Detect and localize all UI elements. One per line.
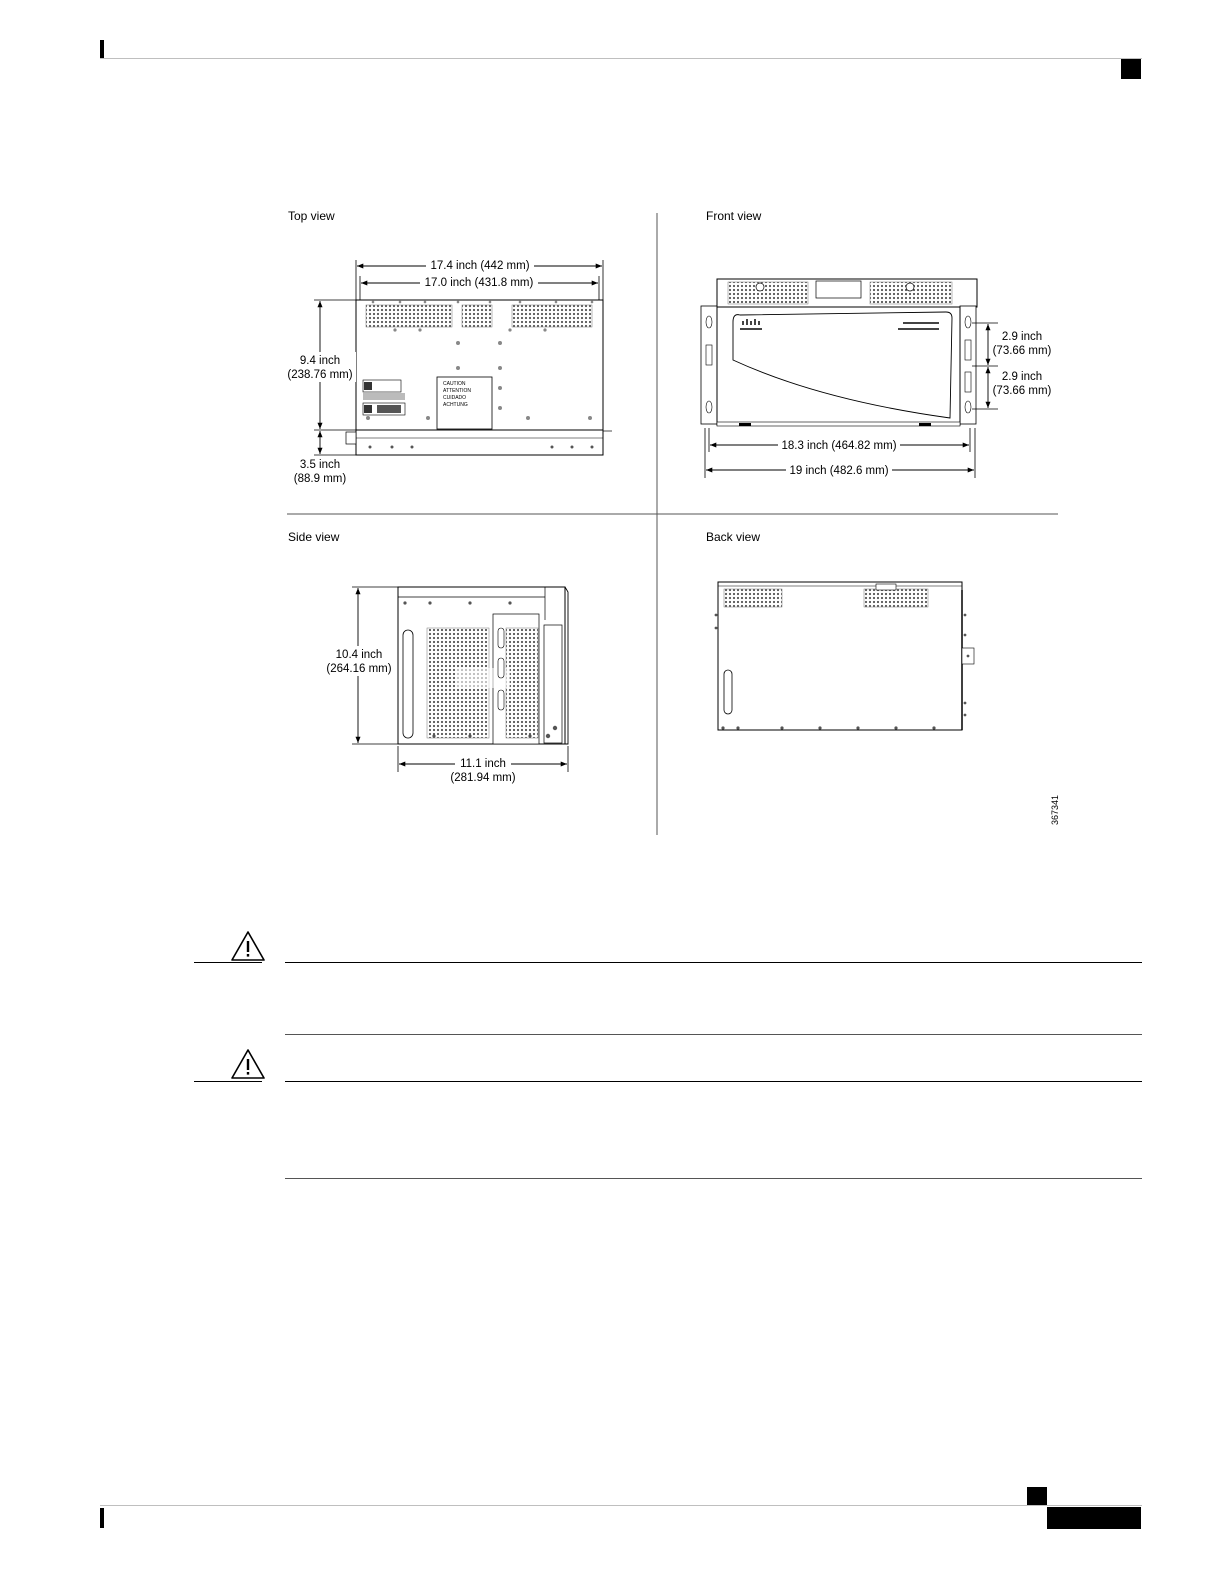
front-view <box>701 209 1052 478</box>
caution-notice-2 <box>194 1046 1142 1180</box>
front-rack-lower-label-2: (73.66 mm) <box>992 385 1052 397</box>
top-width-outer-label: 17.4 inch (442 mm) <box>430 260 530 272</box>
front-rack-upper-label-1: 2.9 inch <box>1001 331 1043 343</box>
front-view-title: Front view <box>706 209 762 223</box>
top-flange-label-1: 3.5 inch <box>299 459 341 471</box>
top-view <box>286 209 612 485</box>
caution-icon <box>230 1048 266 1085</box>
front-rack-ear-right <box>960 306 976 424</box>
top-depth-label-1: 9.4 inch <box>299 355 341 367</box>
side-view-title: Side view <box>288 530 340 544</box>
front-rack-upper-label-2: (73.66 mm) <box>992 345 1052 357</box>
top-width-inner-label: 17.0 inch (431.8 mm) <box>424 277 534 289</box>
top-label-line-4: ACHTUNG <box>443 402 468 408</box>
notice-icon-rule <box>194 962 262 963</box>
top-depth-label-2: (238.76 mm) <box>287 369 353 381</box>
figure-id: 367341 <box>1050 794 1060 825</box>
back-view-title: Back view <box>706 530 761 544</box>
top-label-line-3: CUIDADO <box>443 395 467 401</box>
notice-bottom-rule <box>285 1178 1142 1179</box>
top-flange <box>356 430 603 455</box>
side-depth-label-1: 11.1 inch <box>460 758 506 770</box>
top-view-title: Top view <box>288 209 335 223</box>
front-width-body-label: 18.3 inch (464.82 mm) <box>781 440 897 452</box>
footer-rule <box>100 1505 1142 1506</box>
top-label-line-2: ATTENTION <box>443 388 471 394</box>
side-depth-label-2: (281.94 mm) <box>450 772 516 784</box>
top-label-line-1: CAUTION <box>443 381 466 387</box>
footer-bar <box>100 1508 104 1528</box>
side-height-label-1: 10.4 inch <box>335 649 383 661</box>
footer-page-tab <box>1047 1507 1141 1529</box>
front-width-rack-label: 19 inch (482.6 mm) <box>789 465 889 477</box>
notice-top-rule <box>285 962 1142 963</box>
footer-marker <box>1027 1487 1047 1505</box>
caution-notice-1 <box>194 926 1142 1036</box>
notice-icon-rule <box>194 1081 262 1082</box>
back-view <box>706 530 974 730</box>
side-view <box>288 530 568 784</box>
side-height-label-2: (264.16 mm) <box>326 663 392 675</box>
notice-top-rule <box>285 1081 1142 1082</box>
notice-bottom-rule <box>285 1034 1142 1035</box>
top-flange-label-2: (88.9 mm) <box>293 473 347 485</box>
front-rack-lower-label-1: 2.9 inch <box>1001 371 1043 383</box>
